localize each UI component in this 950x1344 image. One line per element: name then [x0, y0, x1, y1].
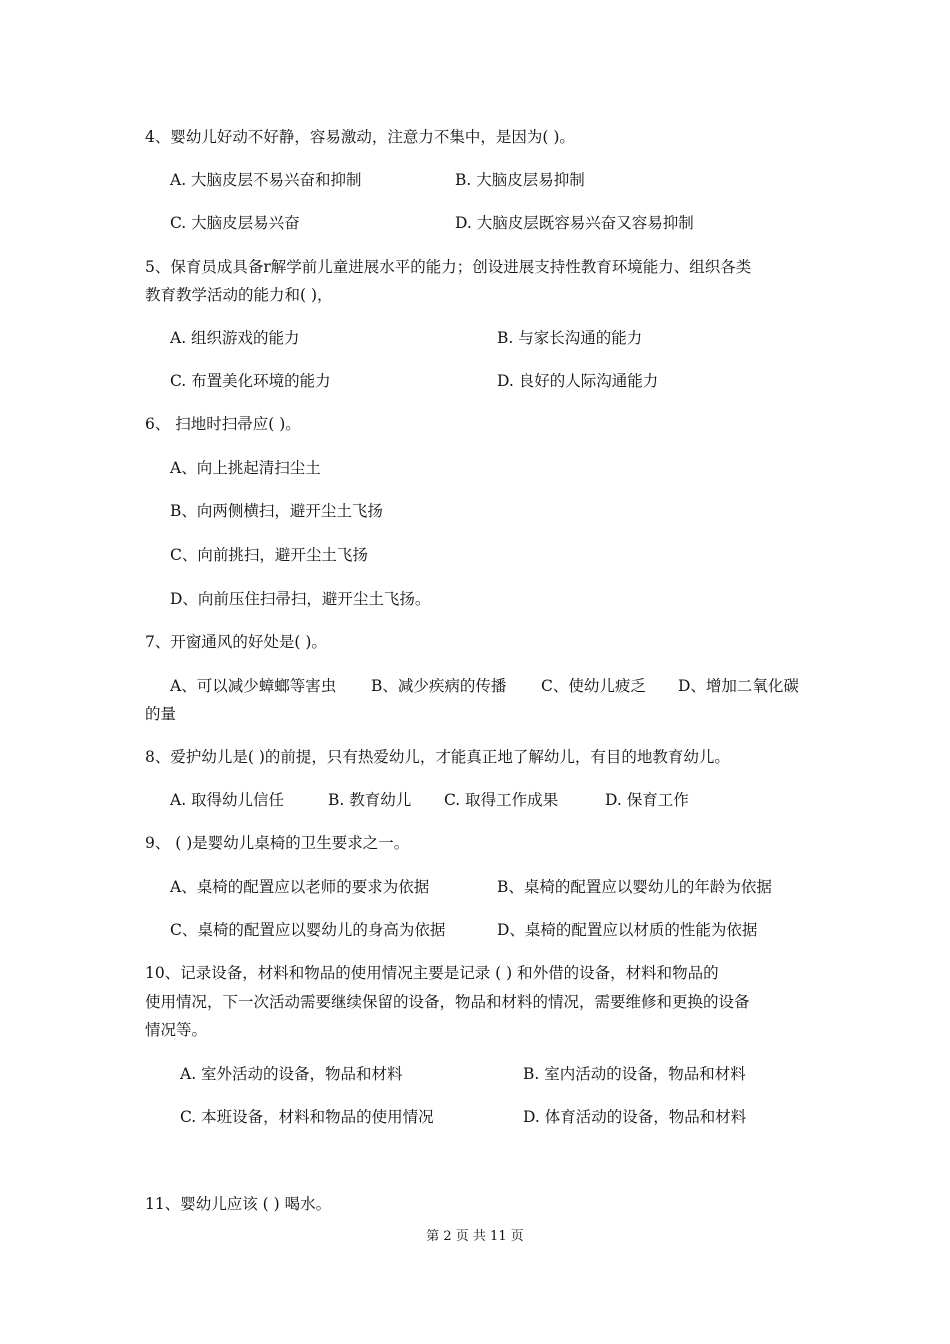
- question-6-option-c: C、向前挑扫，避开尘土飞扬: [170, 546, 368, 564]
- question-4-option-a: A. 大脑皮层不易兴奋和抑制: [170, 171, 362, 189]
- question-9-stem: 9、 ( )是婴幼儿桌椅的卫生要求之一。: [145, 834, 410, 852]
- question-7-option-d: D、增加二氧化碳: [678, 677, 799, 695]
- question-5-option-a: A. 组织游戏的能力: [170, 329, 300, 347]
- question-6-stem: 6、 扫地时扫帚应( )。: [145, 415, 301, 433]
- question-6-option-d: D、向前压住扫帚扫，避开尘土飞扬。: [170, 590, 431, 608]
- question-10-stem-line-1: 10、记录设备，材料和物品的使用情况主要是记录 ( ) 和外借的设备，材料和物品的: [145, 964, 719, 982]
- question-9-option-a: A、桌椅的配置应以老师的要求为依据: [170, 878, 430, 896]
- question-5-stem-line-1: 5、保育员成具备r解学前儿童进展水平的能力；创设进展支持性教育环境能力、组织各类: [145, 258, 752, 276]
- question-10-option-c: C. 本班设备，材料和物品的使用情况: [180, 1108, 434, 1126]
- question-10-stem-line-3: 情况等。: [145, 1021, 208, 1039]
- question-9-option-b: B、桌椅的配置应以婴幼儿的年龄为依据: [497, 878, 772, 896]
- question-7-option-a: A、可以减少蟑螂等害虫: [170, 677, 337, 695]
- question-4-stem: 4、婴幼儿好动不好静，容易激动，注意力不集中，是因为( )。: [145, 128, 575, 146]
- question-9-option-d: D、桌椅的配置应以材质的性能为依据: [497, 921, 758, 939]
- question-10-option-d: D. 体育活动的设备，物品和材料: [523, 1108, 747, 1126]
- question-5-option-c: C. 布置美化环境的能力: [170, 372, 331, 390]
- question-10-stem-line-2: 使用情况，下一次活动需要继续保留的设备，物品和材料的情况，需要维修和更换的设备: [145, 993, 750, 1011]
- question-8-stem: 8、爱护幼儿是( )的前提，只有热爱幼儿，才能真正地了解幼儿，有目的地教育幼儿。: [145, 748, 730, 766]
- question-11-stem: 11、婴幼儿应该 ( ) 喝水。: [145, 1195, 332, 1213]
- question-4-option-d: D. 大脑皮层既容易兴奋又容易抑制: [455, 214, 694, 232]
- question-7-option-c: C、使幼儿疲乏: [541, 677, 646, 695]
- question-7-option-b: B、减少疾病的传播: [371, 677, 507, 695]
- question-8-option-a: A. 取得幼儿信任: [170, 791, 285, 809]
- question-5-option-d: D. 良好的人际沟通能力: [497, 372, 659, 390]
- question-8-option-b: B. 教育幼儿: [328, 791, 412, 809]
- question-8-option-d: D. 保育工作: [605, 791, 689, 809]
- question-10-option-b: B. 室内活动的设备，物品和材料: [523, 1065, 746, 1083]
- question-4-option-b: B. 大脑皮层易抑制: [455, 171, 585, 189]
- question-6-option-b: B、向两侧横扫，避开尘土飞扬: [170, 502, 383, 520]
- question-7-option-d-continuation: 的量: [145, 705, 177, 723]
- question-6-option-a: A、向上挑起清扫尘土: [170, 459, 321, 477]
- question-8-option-c: C. 取得工作成果: [444, 791, 559, 809]
- question-4-option-c: C. 大脑皮层易兴奋: [170, 214, 300, 232]
- question-9-option-c: C、桌椅的配置应以婴幼儿的身高为依据: [170, 921, 446, 939]
- question-10-option-a: A. 室外活动的设备，物品和材料: [180, 1065, 403, 1083]
- question-5-stem-line-2: 教育教学活动的能力和( )，: [145, 286, 333, 304]
- question-7-stem: 7、开窗通风的好处是( )。: [145, 633, 327, 651]
- question-5-option-b: B. 与家长沟通的能力: [497, 329, 643, 347]
- page-number-footer: 第 2 页 共 11 页: [426, 1229, 524, 1244]
